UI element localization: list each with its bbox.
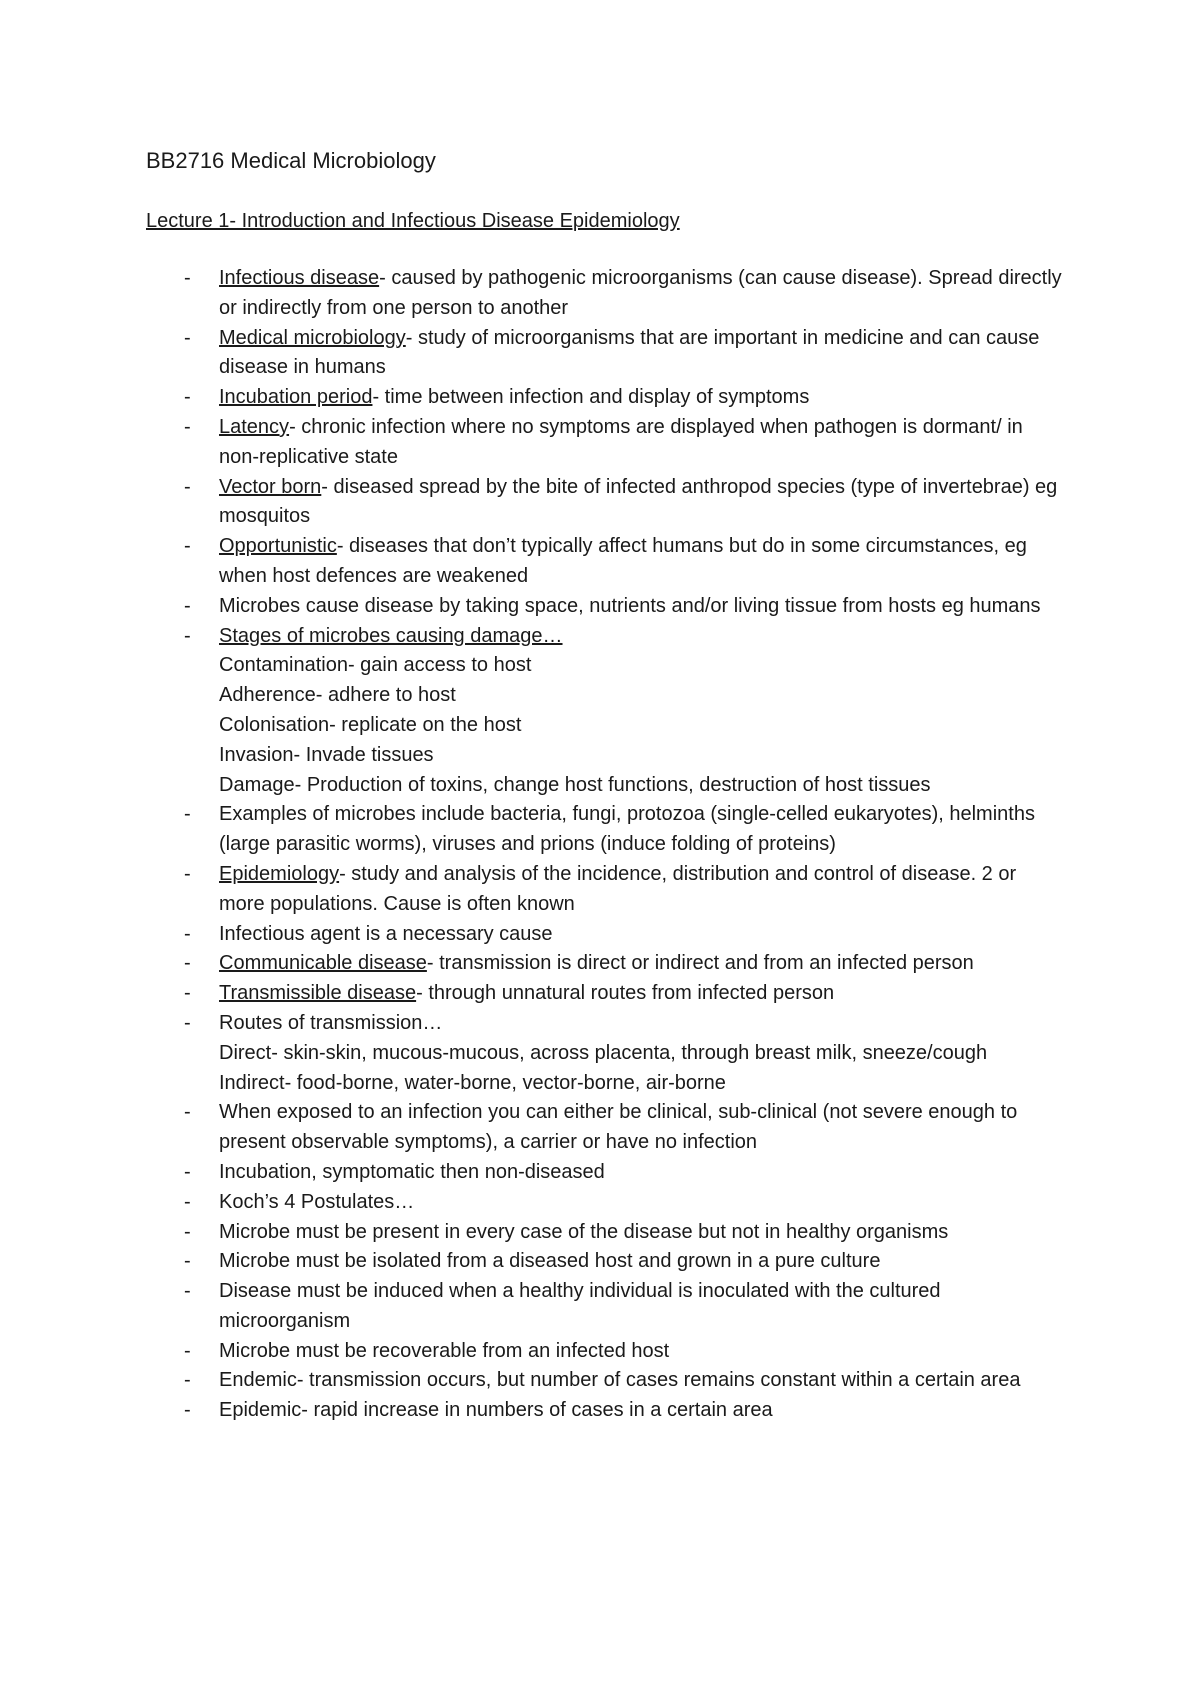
note-text: Koch’s 4 Postulates…: [219, 1190, 415, 1213]
note-text: - through unnatural routes from infected person: [416, 982, 835, 1005]
note-term: Epidemiology: [219, 862, 340, 885]
note-term: Stages of microbes causing damage…: [219, 624, 563, 647]
note-item: [146, 473, 1066, 533]
note-text: - chronic infection where no symptoms are displayed when pathogen is dormant/ in non-replicative state: [219, 415, 1023, 468]
document-title: BB2716 Medical Microbiology: [146, 148, 436, 173]
note-text: - diseased spread by the bite of infected anthropod species (type of invertebrae) eg mosquitos: [219, 475, 1058, 528]
note-text: - caused by pathogenic microorganisms (can cause disease). Spread directly or indirectly from one person to another: [219, 267, 1062, 319]
note-item: [146, 532, 1066, 592]
note-item: [146, 979, 1066, 1009]
note-term: Communicable disease: [219, 952, 427, 975]
note-item: [146, 1277, 1066, 1337]
note-item: [146, 592, 1066, 622]
note-subline: Indirect- food-borne, water-borne, vector-borne, air-borne: [219, 1071, 726, 1094]
note-item: [146, 622, 1066, 801]
note-item: [146, 800, 1066, 860]
note-item: [146, 413, 1066, 473]
notes-list: [146, 264, 1066, 1426]
note-text: Microbe must be present in every case of the disease but not in healthy organisms: [219, 1220, 949, 1243]
note-text: Microbe must be isolated from a diseased host and grown in a pure culture: [219, 1250, 881, 1273]
note-subline: Damage- Production of toxins, change host functions, destruction of host tissues: [219, 773, 931, 796]
note-item: [146, 1366, 1066, 1396]
note-text: Epidemic- rapid increase in numbers of cases in a certain area: [219, 1399, 773, 1422]
note-item: [146, 264, 1066, 324]
note-term: Opportunistic: [219, 535, 337, 558]
note-subline: Contamination- gain access to host: [219, 654, 532, 677]
note-text: Endemic- transmission occurs, but number of cases remains constant within a certain area: [219, 1369, 1021, 1392]
note-term: Infectious disease: [219, 267, 380, 289]
note-item: [146, 383, 1066, 413]
note-term: Vector born: [219, 475, 322, 498]
note-item: [146, 324, 1066, 384]
note-subline: Direct- skin-skin, mucous-mucous, across placenta, through breast milk, sneeze/cough: [219, 1041, 988, 1064]
note-subline: Invasion- Invade tissues: [219, 743, 434, 766]
note-item: [146, 1158, 1066, 1188]
note-text: When exposed to an infection you can either be clinical, sub-clinical (not severe enough to present observable symptoms), a carrier or have no infection: [219, 1101, 1018, 1154]
note-item: [146, 1218, 1066, 1248]
note-text: Examples of microbes include bacteria, fungi, protozoa (single-celled eukaryotes), helminths (large parasitic worms), viruses and prions (induce folding of proteins): [219, 803, 1035, 856]
note-text: Microbe must be recoverable from an infected host: [219, 1339, 670, 1362]
lecture-heading: Lecture 1- Introduction and Infectious Disease Epidemiology: [146, 210, 680, 232]
note-term: Incubation period: [219, 386, 373, 409]
note-subline: Adherence- adhere to host: [219, 684, 456, 707]
note-item: [146, 949, 1066, 979]
note-text: - diseases that don’t typically affect humans but do in some circumstances, eg when host defences are weakened: [219, 535, 1027, 587]
note-text: - transmission is direct or indirect and from an infected person: [426, 952, 974, 975]
note-text: - time between infection and display of symptoms: [372, 386, 810, 409]
note-item: [146, 1247, 1066, 1277]
note-item: [146, 920, 1066, 950]
note-item: [146, 1009, 1066, 1098]
note-subline: Colonisation- replicate on the host: [219, 713, 522, 736]
note-item: [146, 860, 1066, 920]
note-text: Routes of transmission…: [219, 1011, 443, 1034]
note-text: Disease must be induced when a healthy individual is inoculated with the cultured microorganism: [219, 1280, 941, 1332]
note-term: Medical microbiology: [219, 326, 406, 349]
note-text: Incubation, symptomatic then non-diseased: [219, 1160, 605, 1183]
note-text: Infectious agent is a necessary cause: [219, 922, 553, 945]
note-text: - study of microorganisms that are important in medicine and can cause disease in humans: [219, 326, 1040, 379]
note-item: [146, 1188, 1066, 1218]
note-text: - study and analysis of the incidence, distribution and control of disease. 2 or more populations. Cause is often known: [219, 862, 1017, 915]
note-item: [146, 1098, 1066, 1158]
note-text: Microbes cause disease by taking space, nutrients and/or living tissue from hosts eg humans: [219, 594, 1041, 617]
note-item: [146, 1337, 1066, 1367]
note-item: [146, 1396, 1066, 1426]
note-term: Transmissible disease: [219, 982, 417, 1005]
note-term: Latency: [219, 415, 290, 438]
